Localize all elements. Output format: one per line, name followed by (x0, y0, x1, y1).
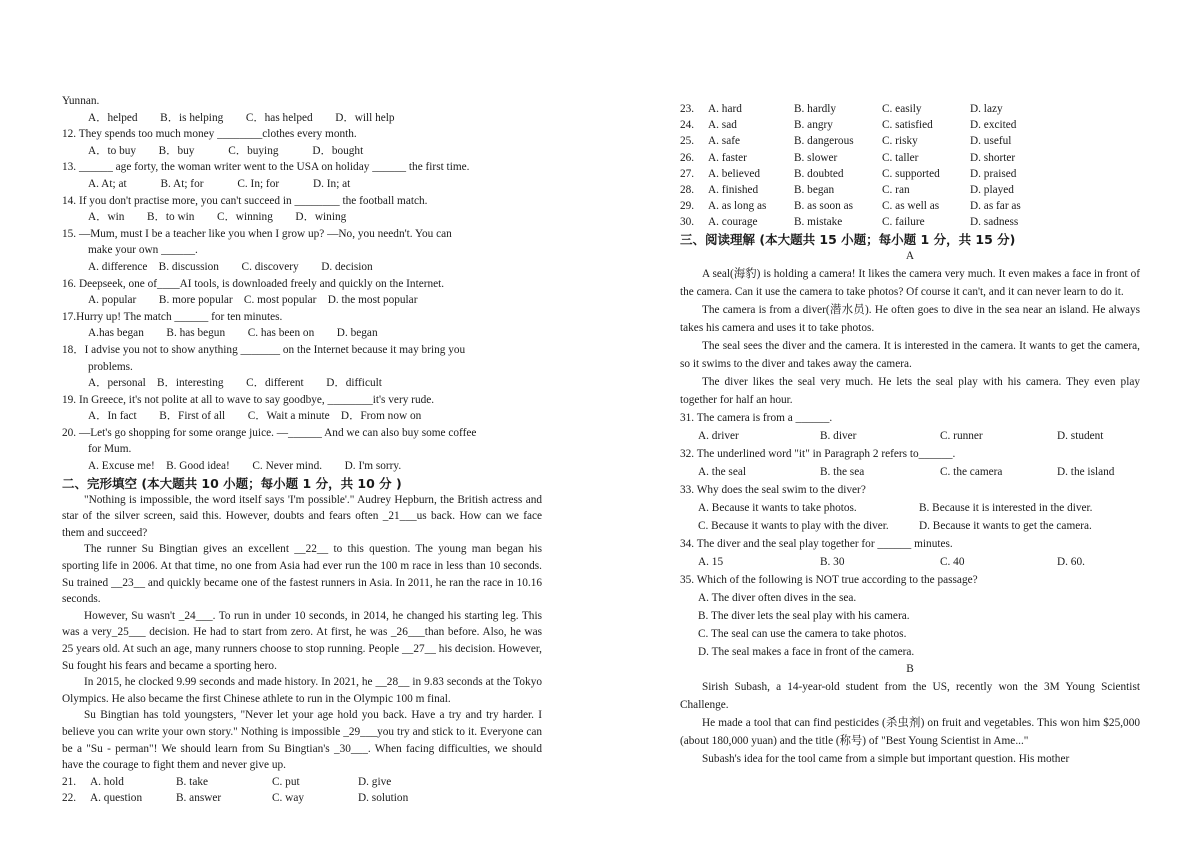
cloze-options-row (680, 150, 1140, 166)
cloze-option: C. risky (882, 135, 918, 148)
answer-option: C. the camera (940, 465, 1003, 478)
cloze-option: A. courage (708, 216, 758, 229)
answer-option: A. The diver often dives in the sea. (698, 591, 857, 604)
question-34-options (680, 553, 1140, 571)
cloze-option: B. slower (794, 151, 838, 164)
cloze-option: A. finished (708, 184, 759, 197)
cloze-number: 24. (680, 119, 695, 132)
cloze-option: B. hardly (794, 103, 837, 115)
answer-option: D. student (1057, 429, 1104, 442)
cloze-options-row (680, 214, 1140, 230)
cloze-option: C. ran (882, 184, 910, 197)
cloze-option: D. played (970, 184, 1014, 197)
cloze-options-row (680, 182, 1140, 198)
answer-option: A. Because it wants to take photos. (698, 501, 857, 514)
question-31: 31. The camera is from a ______. (680, 411, 833, 424)
cloze-paragraph: The runner Su Bingtian gives an excellent __22__ to this question. The young man began his sporting life in 2006. At that time, no one from Asia had ever run the 100 m race in less than 10 seconds. Su trained __23__ and quickly became one of the fastest runners in Asia. In 2011, he ran the race in 10.16 seconds. (62, 543, 542, 606)
option-line: A. difference B. discussion C. discovery D. decision (88, 260, 373, 273)
cloze-option: C. as well as (882, 200, 940, 213)
cloze-paragraph: Su Bingtian has told youngsters, "Never let your age hold you back. Have a try and try harder. I believe you can write your own story." Nothing is impossible _29___you try and stick to it. Everyone can be a "Su - perman"! We should learn from Su Bingtian's _30___. When facing difficulties, we should have the courage to fight them and never give up. (62, 709, 542, 772)
cloze-option: D. praised (970, 167, 1017, 180)
question-31-options (680, 427, 1140, 445)
cloze-number: 28. (680, 184, 695, 197)
reading-paragraph: A seal(海豹) is holding a camera! It likes the camera very much. It even makes a face in front of the camera. Can it use the camera to take photos? Of course it can't, and it can never learn to do it. (680, 267, 1140, 298)
cloze-option: B. doubted (794, 167, 844, 180)
question-12: 12. They spends too much money ________clothes every month. (62, 128, 357, 141)
cloze-number: 30. (680, 216, 695, 229)
reading-paragraph: The seal sees the diver and the camera. It is interested in the camera. It wants to get the camera, so it swims to the diver and takes away the camera. (680, 339, 1140, 370)
answer-option: D. The seal makes a face in front of the camera. (698, 645, 915, 658)
option-line: A．win B．to win C．winning D．wining (88, 211, 347, 224)
cloze-paragraph: In 2015, he clocked 9.99 seconds and made history. In 2021, he __28__ in 9.83 seconds at the Tokyo Olympics. He also became the first Chinese athlete to run in the Olympic 100 m final. (62, 676, 542, 705)
question-32: 32. The underlined word "it" in Paragraph 2 refers to______. (680, 447, 956, 460)
question-33-options-row (680, 517, 1140, 535)
answer-option: A. 15 (698, 555, 724, 568)
question-20: 20. —Let's go shopping for some orange juice. —______ And we can also buy some coffee (62, 426, 477, 439)
cloze-option: B. angry (794, 119, 833, 132)
question-13: 13. ______ age forty, the woman writer went to the USA on holiday ______ the first time. (62, 161, 470, 174)
cloze-option: D. lazy (970, 103, 1003, 115)
cloze-number: 22. (62, 791, 77, 804)
reading-paragraph: He made a tool that can find pesticides (杀虫剂) on fruit and vegetables. This won him $25,000 (about 180,000 yuan) and the title (称号) of "Best Young Scientist in Ame..." (680, 716, 1140, 747)
option-line: A．to buy B．buy C．buying D．bought (88, 144, 364, 157)
cloze-options-row (62, 790, 542, 806)
cloze-options-row (680, 198, 1140, 214)
cloze-number: 21. (62, 775, 77, 788)
cloze-option: A. question (90, 791, 143, 804)
cloze-number: 27. (680, 167, 695, 180)
answer-option: D. Because it wants to get the camera. (919, 519, 1092, 532)
passage-label-b: B (906, 662, 914, 675)
question-32-options (680, 463, 1140, 481)
answer-option: B. the sea (820, 465, 865, 478)
cloze-option: B. began (794, 184, 835, 197)
cloze-option: D. shorter (970, 151, 1016, 164)
passage-label-a: A (905, 249, 915, 262)
cloze-number: 23. (680, 103, 695, 115)
answer-option: D. 60. (1057, 555, 1085, 568)
cloze-option: A. hard (708, 103, 742, 115)
question-19: 19. In Greece, it's not polite at all to wave to say goodbye, ________it's very rude. (62, 393, 435, 406)
cloze-option: D. solution (358, 791, 409, 804)
cloze-option: B. as soon as (794, 200, 853, 213)
question-20-cont: for Mum. (88, 443, 132, 456)
cloze-options-row (680, 166, 1140, 182)
cloze-option: A. faster (708, 151, 747, 164)
answer-option: B. diver (820, 429, 857, 442)
question-14: 14. If you don't practise more, you can't succeed in ________ the football match. (62, 194, 428, 207)
cloze-option: B. dangerous (794, 135, 854, 148)
cloze-options-row (62, 774, 542, 790)
cloze-option: D. as far as (970, 200, 1021, 213)
option-line: A．helped B．is helping C．has helped D．will help (88, 111, 395, 124)
answer-option: B. The diver lets the seal play with his camera. (698, 609, 910, 622)
option-line: A.has began B. has begun C. has been on D. began (88, 327, 378, 340)
question-15: 15. —Mum, must I be a teacher like you when I grow up? —No, you needn't. You can (62, 227, 452, 240)
reading-paragraph: The camera is from a diver(潜水员). He often goes to dive in the sea near an island. He always takes his camera and uses it to take photos. (680, 303, 1140, 334)
reading-paragraph: Sirish Subash, a 14-year-old student from the US, recently won the 3M Young Scientist Challenge. (680, 680, 1140, 711)
right-column (680, 101, 1140, 768)
cloze-option: A. as long as (708, 200, 767, 213)
cloze-option: C. taller (882, 151, 919, 164)
cloze-option: C. failure (882, 216, 925, 229)
cloze-option: D. sadness (970, 216, 1019, 229)
section-title-reading: 三、阅读理解 (本大题共 15 小题；每小题 1 分，共 15 分) (680, 231, 1016, 247)
cloze-option: C. satisfied (882, 119, 933, 132)
option-line: A. Excuse me! B. Good idea! C. Never mind. D. I'm sorry. (88, 460, 402, 473)
question-18: 18．I advise you not to show anything _______ on the Internet because it may bring you (62, 343, 466, 356)
text-line: Yunnan. (62, 95, 100, 107)
cloze-option: B. answer (176, 791, 222, 804)
cloze-option: D. excited (970, 119, 1017, 132)
cloze-option: C. supported (882, 167, 940, 180)
answer-option: B. Because it is interested in the diver. (919, 501, 1093, 514)
answer-option: C. runner (940, 429, 983, 442)
option-line: A. popular B. more popular C. most popular D. the most popular (88, 294, 418, 307)
cloze-option: A. sad (708, 119, 737, 132)
question-33: 33. Why does the seal swim to the diver? (680, 483, 866, 496)
cloze-number: 26. (680, 151, 695, 164)
cloze-option: B. mistake (794, 216, 843, 229)
cloze-option: C. easily (882, 103, 922, 115)
cloze-number: 25. (680, 135, 695, 148)
question-15-cont: make your own ______. (88, 244, 198, 257)
answer-option: D. the island (1057, 465, 1115, 478)
section-title-cloze: 二、完形填空 (本大题共 10 小题；每小题 1 分，共 10 分 ) (62, 475, 402, 491)
left-column (62, 93, 542, 806)
question-18-cont: problems. (88, 360, 133, 373)
option-line: A. At; at B. At; for C. In; for D. In; at (88, 177, 351, 190)
question-34: 34. The diver and the seal play together for ______ minutes. (680, 537, 953, 550)
cloze-options-row (680, 117, 1140, 133)
cloze-options-row (680, 101, 1140, 117)
cloze-option: A. hold (90, 775, 124, 788)
question-16: 16. Deepseek, one of____AI tools, is downloaded freely and quickly on the Internet. (62, 277, 445, 290)
cloze-number: 29. (680, 200, 695, 213)
cloze-paragraph: "Nothing is impossible, the word itself says 'I'm possible'." Audrey Hepburn, the British actress and star of the silver screen, said this. However, doubts and fears often _21___us back. How can we face them and succeed? (62, 493, 542, 539)
answer-option: C. 40 (940, 555, 965, 568)
reading-paragraph: Subash's idea for the tool came from a simple but important question. His mother (702, 752, 1070, 765)
cloze-option: A. safe (708, 135, 740, 148)
answer-option: C. The seal can use the camera to take photos. (698, 627, 907, 640)
answer-option: C. Because it wants to play with the diver. (698, 519, 889, 532)
cloze-option: C. put (272, 775, 300, 788)
cloze-option: D. useful (970, 135, 1012, 148)
question-17: 17.Hurry up! The match ______ for ten minutes. (62, 310, 283, 323)
cloze-paragraph: However, Su wasn't _24___. To run in under 10 seconds, in 2014, he changed his starting leg. This was a very_25___ decision. He had to start from zero. At first, he was _26___than before. Also, he was 25 years old. At such an age, many runners choose to stop running. People __27__ his decision. However, Su fought his fears and became a sporting hero. (62, 609, 542, 672)
question-33-options-row (680, 499, 1140, 517)
answer-option: B. 30 (820, 555, 845, 568)
reading-paragraph: The diver likes the seal very much. He lets the seal play with his camera. They even play together for half an hour. (680, 375, 1140, 406)
answer-option: A. the seal (698, 465, 746, 478)
question-35: 35. Which of the following is NOT true according to the passage? (680, 573, 978, 586)
answer-option: A. driver (698, 429, 739, 442)
option-line: A．In fact B．First of all C．Wait a minute D．From now on (88, 410, 422, 423)
cloze-options-row (680, 133, 1140, 149)
cloze-option: D. give (358, 775, 392, 788)
cloze-option: B. take (176, 775, 208, 788)
cloze-option: C. way (272, 791, 305, 804)
cloze-option: A. believed (708, 167, 761, 180)
option-line: A．personal B．interesting C．different D．difficult (88, 377, 382, 390)
